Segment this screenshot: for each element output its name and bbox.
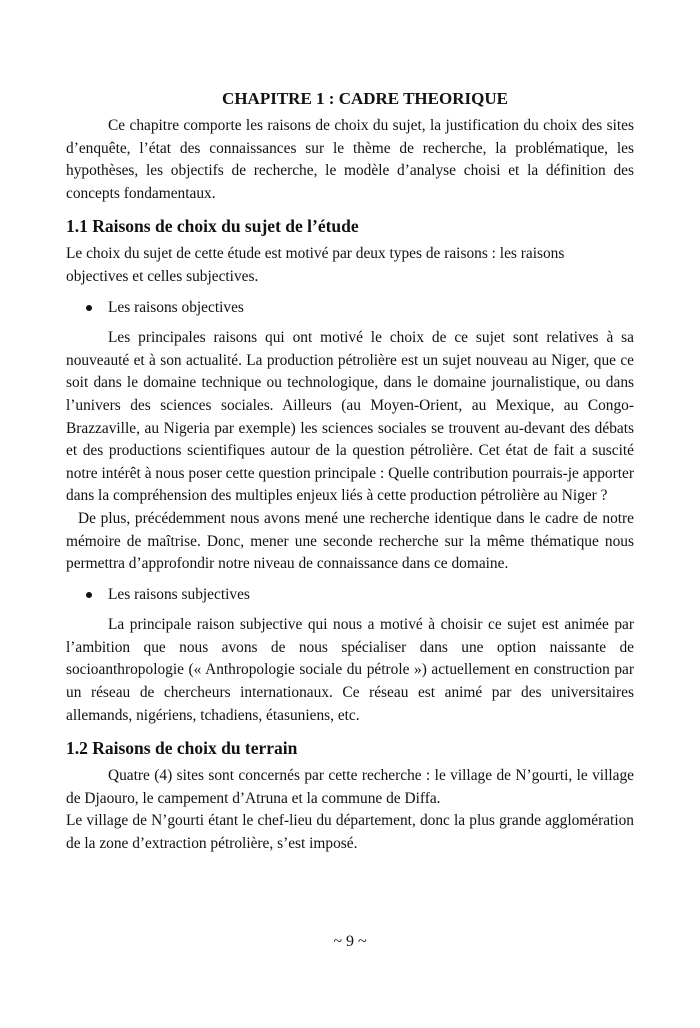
page-number: ~ 9 ~ <box>333 933 367 950</box>
bullet-objective <box>86 297 634 320</box>
section-1-lead-line2: objectives et celles subjectives. <box>66 267 259 285</box>
page-content <box>66 88 634 856</box>
bullet-objective-label: Les raisons objectives <box>108 298 244 316</box>
bullet-subjective-label: Les raisons subjectives <box>108 585 250 603</box>
intro-paragraph: Ce chapitre comporte les raisons de choix du sujet, la justification du choix des sites d’enquête, l’état des connaissances sur le thème de recherche, la problématique, les hypothèses, les objectifs de recherche, le modèle d’analyse choisi et la définition des concepts fondamentaux. <box>66 117 634 202</box>
objective-paragraph-1: Les principales raisons qui ont motivé le choix de ce sujet sont relatives à sa nouveauté et à son actualité. La production pétrolière est un sujet nouveau au Niger, que ce soit dans le domaine technique ou technologique, dans le domaine journalistique, ou dans l’univers des sciences sociales. Ailleurs (au Moyen-Orient, au Mexique, au Congo-Brazzaville, au Nigeria par exemple) les sciences sociales se trouvent au-devant des débats et des productions scientifiques autour de la question pétrolière. Cet état de fait a suscité notre intérêt à nous poser cette question principale : Quelle contribution pourrais-je apporter dans la compréhension des multiples enjeux liés à cette production pétrolière au Niger ? <box>66 329 634 505</box>
section-1-heading: 1.1 Raisons de choix du sujet de l’étude <box>66 216 359 237</box>
chapter-title: CHAPITRE 1 : CADRE THEORIQUE <box>222 89 508 108</box>
section-2-paragraph-1: Quatre (4) sites sont concernés par cette recherche : le village de N’gourti, le village de Djaouro, le campement d’Atruna et la commune de Diffa. <box>66 767 634 807</box>
objective-paragraph-2: De plus, précédemment nous avons mené une recherche identique dans le cadre de notre mémoire de maîtrise. Donc, mener une seconde recherche sur la même thématique nous permettra d’approfondir notre niveau de connaissance dans ce domaine. <box>66 509 634 573</box>
subjective-paragraph: La principale raison subjective qui nous a motivé à choisir ce sujet est animée par l’ambition que nous avons de nous spécialiser dans une option naissante de socioanthropologie (« Anthropologie sociale du pétrole ») actuellement en construction par un réseau de chercheurs internationaux. Ce réseau est animé par des universitaires allemands, nigériens, tchadiens, étasuniens, etc. <box>66 616 634 724</box>
bullet-subjective <box>86 584 634 607</box>
section-2-heading: 1.2 Raisons de choix du terrain <box>66 738 298 759</box>
bullet-dot-icon <box>86 592 92 598</box>
section-2-paragraph-2: Le village de N’gourti étant le chef-lieu du département, donc la plus grande agglomération de la zone d’extraction pétrolière, s’est imposé. <box>66 812 634 853</box>
section-1-lead-line1: Le choix du sujet de cette étude est motivé par deux types de raisons : les raisons <box>66 245 565 263</box>
bullet-dot-icon <box>86 305 92 311</box>
